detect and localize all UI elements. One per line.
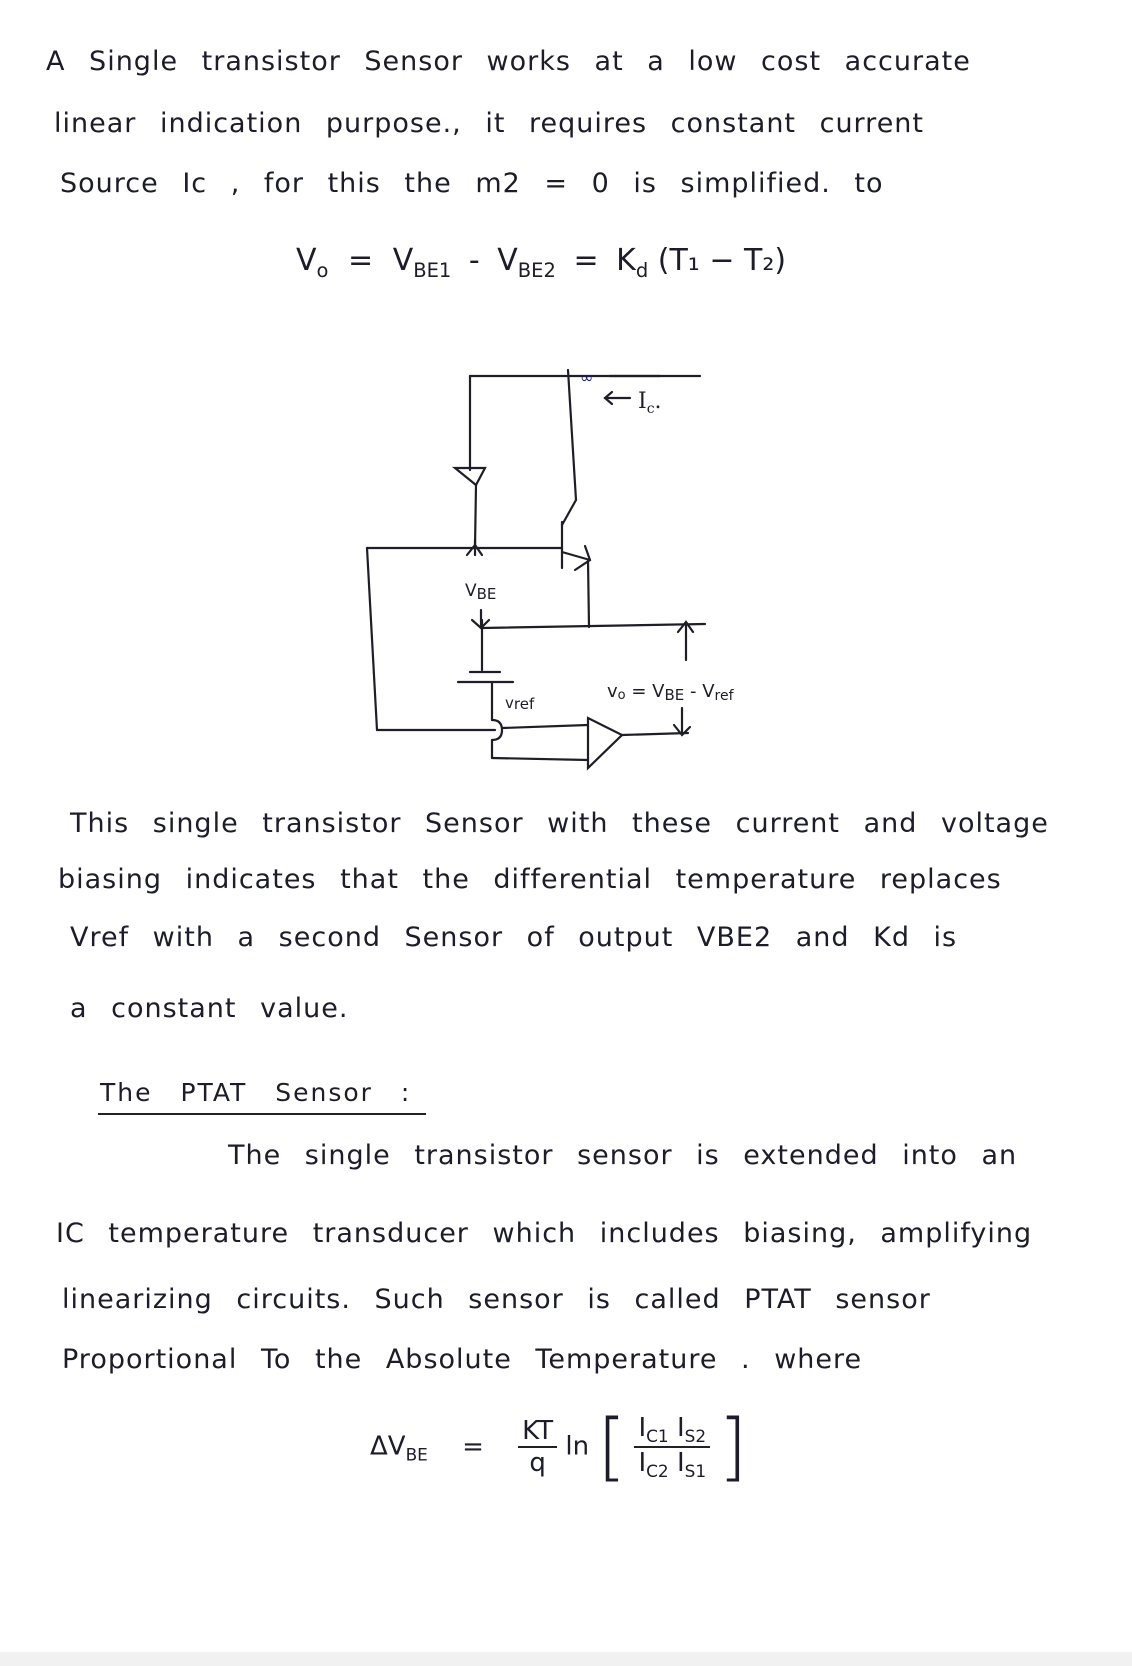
text-line: A Single transistor Sensor works at a low cost accurate [46, 46, 971, 77]
text-line: Proportional To the Absolute Temperature . where [62, 1344, 863, 1375]
text-line: Source Ic , for this the m2 = 0 is simplified. to [60, 168, 884, 199]
ln-function: ln [565, 1431, 590, 1462]
left-bracket: [ [597, 1404, 627, 1490]
eq-sub: C2 [646, 1461, 669, 1482]
eq-symbol: V [392, 243, 414, 278]
equation-delta-vbe [370, 1404, 748, 1490]
eq-symbol: K [616, 243, 636, 278]
eq-sub: BE2 [517, 259, 556, 282]
fraction-numerator: KT [518, 1416, 557, 1448]
text-line: linearizing circuits. Such sensor is called PTAT sensor [62, 1284, 931, 1315]
text-line: The single transistor sensor is extended into an [228, 1140, 1018, 1171]
fraction-kt-q [518, 1416, 557, 1478]
section-heading: The PTAT Sensor : [100, 1078, 412, 1107]
text-line: IC temperature transducer which includes biasing, amplifying [56, 1218, 1033, 1249]
eq-symbol: V [296, 243, 317, 278]
vbe-label: VBE [465, 581, 497, 603]
eq-symbol: I [638, 1448, 647, 1478]
heading-underline [98, 1113, 426, 1115]
eq-sub: BE [405, 1444, 428, 1465]
eq-symbol: = [573, 243, 599, 278]
right-bracket: ] [718, 1404, 748, 1490]
page-bottom-edge [0, 1652, 1132, 1666]
eq-sub: S1 [684, 1461, 707, 1482]
eq-symbol: V [497, 243, 518, 278]
eq-sub: S2 [684, 1426, 707, 1446]
eq-symbol: = [348, 243, 374, 278]
eq-symbol: I [676, 1448, 685, 1478]
text-line: a constant value. [70, 993, 349, 1024]
eq-sub: C1 [646, 1426, 669, 1446]
text-line: This single transistor Sensor with these current and voltage [70, 808, 1049, 839]
current-label: $I_c$. [638, 389, 662, 417]
text-line: Vref with a second Sensor of output VBE2 and Kd is [70, 922, 958, 953]
fraction-denominator: q [529, 1448, 546, 1478]
text-line: linear indication purpose., it requires constant current [54, 108, 925, 139]
vref-label: vref [505, 694, 535, 713]
eq-symbol: ΔV [370, 1431, 406, 1462]
fraction-numerator [634, 1413, 710, 1448]
fraction-currents [634, 1413, 710, 1481]
equation-vo [296, 243, 786, 282]
eq-sub: d [635, 259, 649, 282]
eq-symbol: - [468, 243, 480, 278]
eq-symbol: (T₁ − T₂) [657, 243, 787, 278]
vo-equation-label: vo = VBE - Vref [607, 681, 734, 704]
eq-symbol: = [462, 1431, 484, 1462]
current-source-symbol: ∞ [580, 368, 594, 387]
fraction-denominator [634, 1448, 710, 1481]
circuit-diagram [300, 330, 850, 780]
text-line: biasing indicates that the differential temperature replaces [58, 864, 1002, 895]
eq-symbol: I [676, 1412, 685, 1443]
eq-sub: o [316, 259, 329, 282]
eq-sub: BE1 [413, 259, 452, 282]
eq-symbol: I [638, 1412, 647, 1443]
